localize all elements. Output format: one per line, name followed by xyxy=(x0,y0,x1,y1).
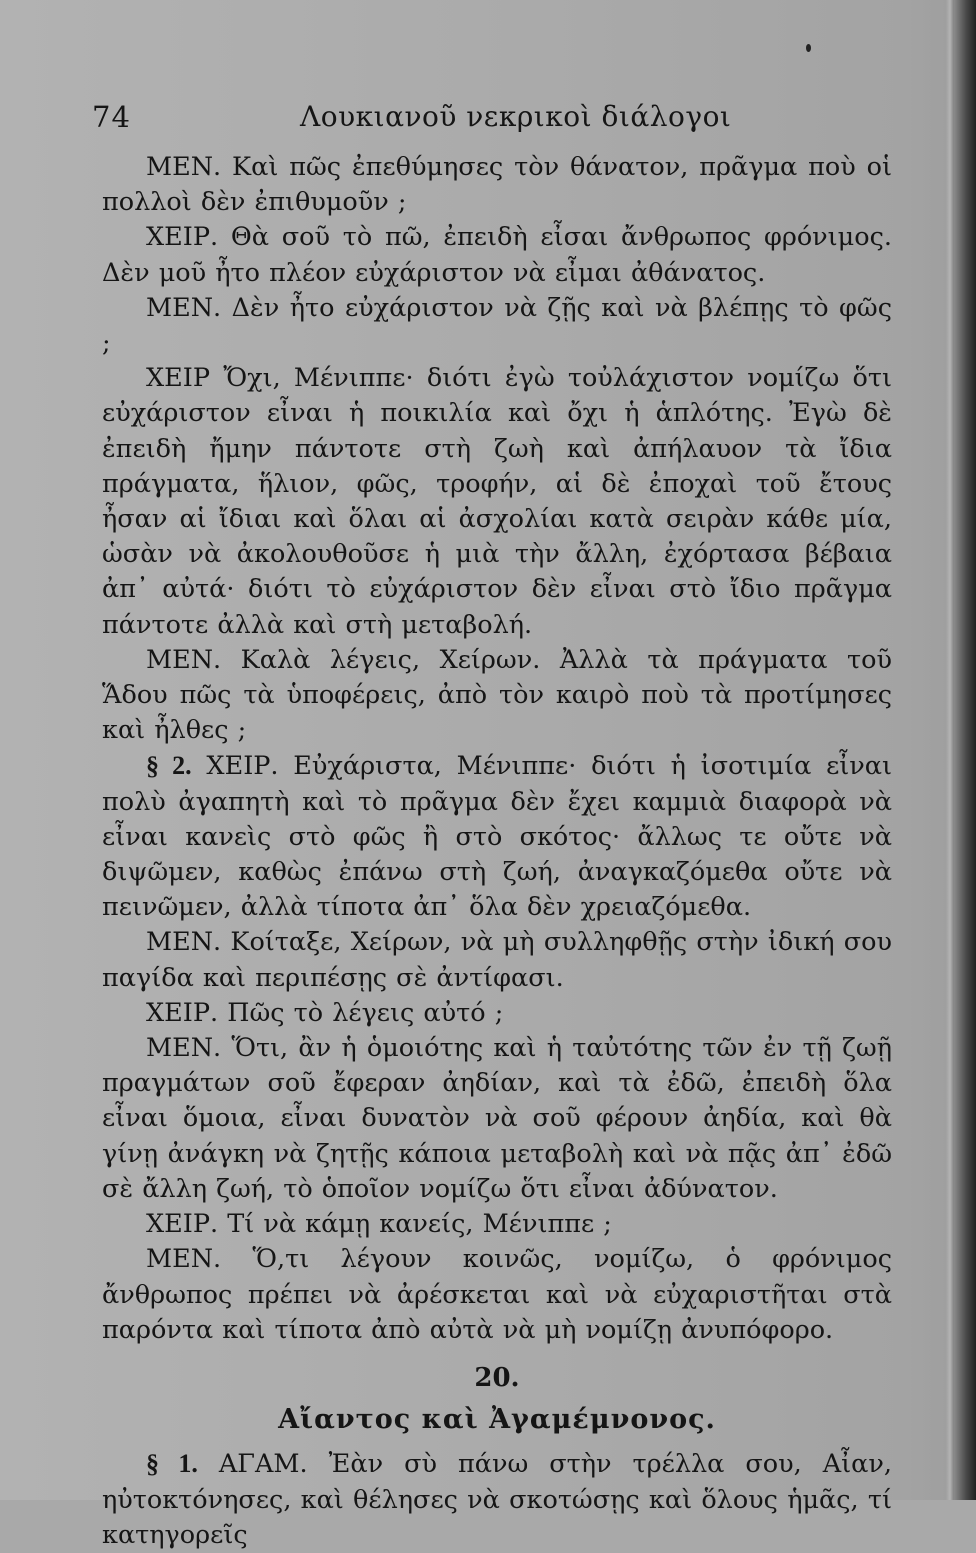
paragraph-text: ΧΕΙΡ. Θὰ σοῦ τὸ πῶ, ἐπειδὴ εἶσαι ἄνθρωπος φρόνιμος. Δὲν μοῦ ἦτο πλέον εὐχάριστον νὰ εἶμαι ἀθάνατος. xyxy=(102,222,892,288)
paragraph xyxy=(102,925,892,995)
paragraph xyxy=(102,748,892,925)
page-gutter-shadow xyxy=(946,0,954,1500)
chapter-title: Αἴαντος καὶ Ἀγαμέμνονος. xyxy=(278,1404,716,1436)
paragraph-text: ΑΓΑΜ. Ἐὰν σὺ πάνω στὴν τρέλλα σου, Αἶαν, ηὐτοκτόνησες, καὶ θέλησες νὰ σκοτώσῃς καὶ ὅλους ἡμᾶς, τί κατηγορεῖς xyxy=(102,1449,893,1550)
chapter-number: 20. xyxy=(474,1362,520,1393)
paragraph-text: ΜΕΝ. Ὅ,τι λέγουν κοινῶς, νομίζω, ὁ φρόνιμος ἄνθρωπος πρέπει νὰ ἀρέσκεται καὶ νὰ εὐχαριστῆται στὰ παρόντα καὶ τίποτα ἀπὸ αὐτὰ νὰ μὴ νομίζῃ ἀνυπόφορο. xyxy=(102,1244,892,1345)
page-number: 74 xyxy=(92,100,131,134)
paragraph xyxy=(102,643,892,749)
paragraph xyxy=(102,1446,892,1553)
paragraph-text: ΜΕΝ. Δὲν ἦτο εὐχάριστον νὰ ζῇς καὶ νὰ βλέπῃς τὸ φῶς ; xyxy=(102,292,892,359)
paragraph-text: ΜΕΝ. Κοίταξε, Χείρων, νὰ μὴ συλληφθῇς στὴν ἰδική σου παγίδα καὶ περιπέσῃς σὲ ἀντίφασι. xyxy=(102,927,892,993)
paragraph-text: ΜΕΝ. Καὶ πῶς ἐπεθύμησες τὸν θάνατον, πρᾶγμα ποὺ οἱ πολλοὶ δὲν ἐπιθυμοῦν ; xyxy=(102,152,892,218)
paragraph-text: ΧΕΙΡ. Πῶς τὸ λέγεις αὐτό ; xyxy=(146,997,504,1028)
section-mark: § 2. xyxy=(146,751,192,781)
paragraph-text: ΧΕΙΡ Ὄχι, Μένιππε· διότι ἐγὼ τοὐλάχιστον νομίζω ὅτι εὐχάριστον εἶναι ἡ ποικιλία καὶ ὄχι ἡ ἁπλότης. Ἐγὼ δὲ ἐπειδὴ ἤμην πάντοτε στὴ ζωὴ καὶ ἀπήλαυον τὰ ἴδια πράγματα, ἥλιον, φῶς, τροφήν, αἱ δὲ ἐποχαὶ τοῦ ἔτους ἦσαν αἱ ἴδιαι καὶ ὅλαι αἱ ἀσχολίαι κατὰ σειρὰν κάθε μία, ὡσὰν νὰ ἀκολουθοῦσε ἡ μιὰ τὴν ἄλλη, ἐχόρτασα βέβαια ἀπ᾽ αὐτά· διότι τὸ εὐχάριστον δὲν εἶναι στὸ ἴδιο πρᾶγμα πάντοτε ἀλλὰ καὶ στὴ μεταβολή. xyxy=(102,363,892,640)
section-mark: § 1. xyxy=(146,1449,198,1479)
paragraph xyxy=(102,996,892,1031)
paragraph xyxy=(102,361,892,643)
page-edge xyxy=(954,0,976,1500)
paragraph-text: ΧΕΙΡ. Τί νὰ κάμῃ κανείς, Μένιππε ; xyxy=(146,1209,612,1240)
paragraph xyxy=(102,220,892,290)
paragraph-text: ΜΕΝ. Ὅτι, ἂν ἡ ὁμοιότης καὶ ἡ ταὐτότης τῶν ἐν τῇ ζωῇ πραγμάτων σοῦ ἔφεραν ἀηδίαν, καὶ τὰ ἐδῶ, ἐπειδὴ ὅλα εἶναι ὅμοια, εἶναι δυνατὸν νὰ σοῦ φέρουν ἀηδία, καὶ θὰ γίνῃ ἀνάγκη νὰ ζητῇς κάποια μεταβολὴ καὶ νὰ πᾷς ἀπ᾽ ἐδῶ σὲ ἄλλη ζωή, τὸ ὁποῖον νομίζω ὅτι εἶναι ἀδύνατον. xyxy=(102,1033,892,1204)
paragraph-text: ΜΕΝ. Καλὰ λέγεις, Χείρων. Ἀλλὰ τὰ πράγματα τοῦ Ἅδου πῶς τὰ ὑποφέρεις, ἀπὸ τὸν καιρὸ ποὺ τὰ προτίμησες καὶ ἦλθες ; xyxy=(102,644,892,746)
paragraph xyxy=(102,1207,892,1242)
paragraph-text: ΧΕΙΡ. Εὐχάριστα, Μένιππε· διότι ἡ ἰσοτιμία εἶναι πολὺ ἀγαπητὴ καὶ τὸ πρᾶγμα δὲν ἔχει καμμιὰ διαφορὰ νὰ εἶναι κανεὶς στὸ φῶς ἢ στὸ σκότος· ἄλλως τε οὔτε νὰ διψῶμεν, καθὼς ἐπάνω στὴ ζωή, ἀναγκαζόμεθα οὔτε νὰ πεινῶμεν, ἀλλὰ τίποτα ἀπ᾽ ὅλα δὲν χρειαζόμεθα. xyxy=(102,751,893,923)
paragraph xyxy=(102,1031,892,1207)
running-head: Λουκιανοῦ νεκρικοὶ διάλογοι xyxy=(300,100,732,133)
body-text xyxy=(102,150,892,1553)
paragraph xyxy=(102,1242,892,1348)
ink-speck xyxy=(806,44,811,52)
paragraph xyxy=(102,150,892,220)
paragraph xyxy=(102,291,892,361)
